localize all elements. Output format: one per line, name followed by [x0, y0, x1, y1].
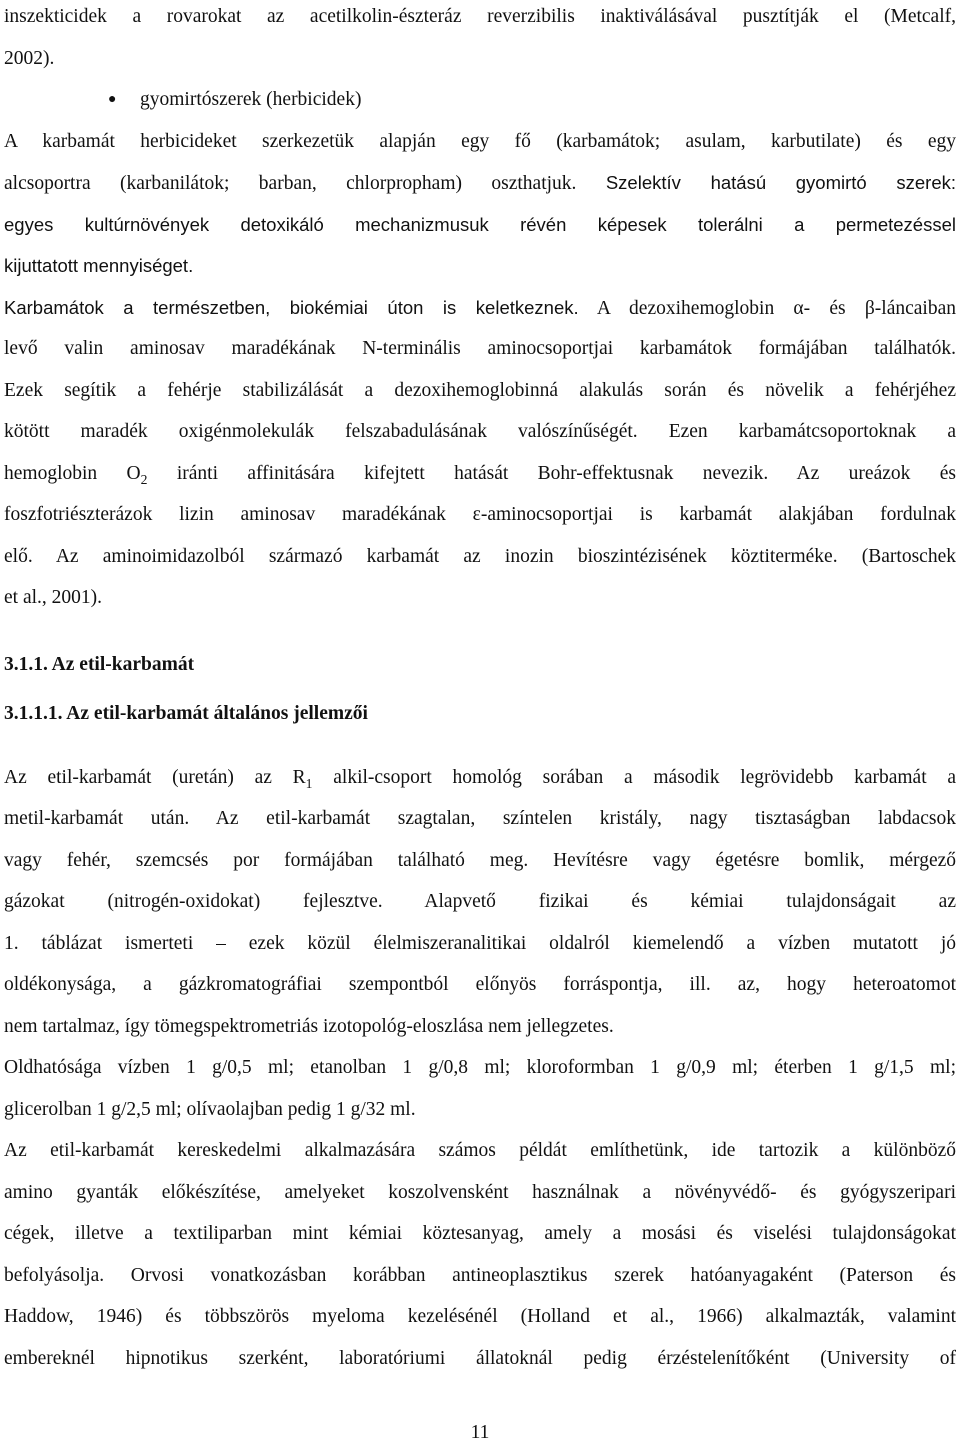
- text-line: [4, 964, 956, 1006]
- text-line: [4, 1130, 956, 1172]
- heading-text: 3.1.1. Az etil-karbamát: [4, 653, 195, 675]
- text-line: [4, 162, 956, 204]
- text-span: 2002).: [4, 47, 55, 69]
- text-line: [4, 1255, 956, 1297]
- text-line: [4, 1338, 956, 1380]
- text-line: [4, 370, 956, 412]
- text-span: et al., 2001).: [4, 587, 103, 608]
- text-line: [4, 798, 956, 840]
- text-span: oldékonysága, a gázkromatográfiai szempontból előnyös forráspontja, ill. az, hogy heteroatomot: [4, 974, 956, 995]
- text-line: [4, 328, 956, 370]
- text-line: [4, 1172, 956, 1214]
- subscript: 1: [305, 775, 313, 791]
- text-line: [4, 204, 956, 246]
- text-line: [4, 0, 956, 38]
- text-span: Ezen karbamátcsoportoknak a: [668, 421, 956, 442]
- text-span: Az etil-karbamát szagtalan, színtelen kristály, nagy tisztaságban labdacsok: [215, 808, 956, 829]
- text-span: kötött maradék oxigénmolekulák felszabadulásának valószínűségét.: [4, 421, 638, 442]
- text-span: cégek, illetve a textiliparban mint kémiai köztesanyag, amely a mosási és viselési tulajdonságokat: [4, 1223, 956, 1244]
- text-line: [4, 453, 956, 495]
- text-line: [4, 494, 956, 536]
- text-span: inszekticidek a rovarokat az acetilkolin-észteráz reverzibilis inaktiválásával pusztítják el (Metcalf,: [4, 6, 956, 27]
- text-span: Haddow, 1946) és többszörös myeloma kezelésénél (Holland et al., 1966) alkalmazták, valamint: [4, 1306, 956, 1327]
- text-span: glicerolban 1 g/2,5 ml; olívaolajban pedig 1 g/32 ml.: [4, 1098, 416, 1120]
- bullet-list-item: [4, 79, 956, 121]
- text-span: Szelektív hatású gyomirtó szerek:: [605, 172, 956, 193]
- text-line: [4, 245, 956, 287]
- page-number: 11: [470, 1422, 490, 1443]
- text-line: [4, 121, 956, 163]
- heading-text: 3.1.1.1. Az etil-karbamát általános jellemzői: [4, 703, 368, 724]
- text-line: [4, 1047, 956, 1089]
- text-span: iránti affinitására kifejtett hatását Bohr-effektusnak nevezik. Az ureázok és: [176, 462, 956, 484]
- text-line: [4, 411, 956, 453]
- text-span: befolyásolja. Orvosi vonatkozásban korábban antineoplasztikus szerek hatóanyagaként (Paterson és: [4, 1264, 956, 1286]
- text-span: foszfotriészterázok lizin aminosav maradékának ε-aminocsoportjai is karbamát alakjában fordulnak: [4, 504, 956, 525]
- text-span: A dezoxihemoglobin α- és β-láncaiban: [596, 297, 956, 319]
- text-span: hemoglobin O: [4, 462, 141, 484]
- text-span: Karbamátok a természetben, biokémiai úton is keletkeznek.: [4, 296, 579, 318]
- text-line: [4, 923, 956, 965]
- text-line: [4, 1213, 956, 1255]
- text-span: Az etil-karbamát kereskedelmi alkalmazására számos példát említhetünk, ide tartozik a különböző: [4, 1140, 956, 1161]
- text-span: 1. táblázat ismerteti – ezek közül élelmiszeranalitikai oldalról kiemelendő a vízben mutatott jó: [4, 932, 956, 954]
- text-line: [4, 577, 956, 619]
- section-heading: [4, 644, 956, 686]
- text-line: [4, 1089, 956, 1131]
- text-span: vagy fehér, szemcsés por formájában található meg. Hevítésre vagy égetésre bomlik, mérgező: [4, 849, 956, 871]
- text-span: metil-karbamát után.: [4, 808, 190, 829]
- text-line: [4, 38, 956, 80]
- text-line: [4, 840, 956, 882]
- bullet-icon: ●: [108, 92, 117, 107]
- bullet-text: gyomirtószerek (herbicidek): [140, 89, 362, 110]
- subscript: 2: [140, 471, 148, 487]
- text-span: egyes kultúrnövények detoxikáló mechanizmusuk révén képesek tolerálni a permetezéssel: [4, 213, 956, 235]
- subsection-heading: [4, 693, 956, 735]
- text-span: Az etil-karbamát (uretán) az R: [4, 766, 306, 788]
- document-page: [4, 0, 956, 1379]
- text-span: kijuttatott mennyiséget.: [4, 255, 194, 276]
- text-line: [4, 287, 956, 329]
- text-span: gázokat (nitrogén-oxidokat) fejlesztve. Alapvető fizikai és kémiai tulajdonságait az: [4, 891, 956, 912]
- text-span: elő. Az aminoimidazolból származó karbamát az inozin bioszintézisének köztiterméke. (Bartoschek: [4, 545, 956, 567]
- text-line: [4, 757, 956, 799]
- text-line: [4, 881, 956, 923]
- text-span: nem tartalmaz, így tömegspektrometriás izotopológ-eloszlása nem jellegzetes.: [4, 1015, 614, 1037]
- text-span: embereknél hipnotikus szerként, laboratóriumi állatoknál pedig érzéstelenítőként (University of: [4, 1347, 956, 1369]
- text-span: Ezek segítik a fehérje stabilizálását a dezoxihemoglobinná alakulás során és növelik a fehérjéhez: [4, 379, 956, 401]
- text-line: [4, 536, 956, 578]
- text-span: alkil-csoport homológ sorában a második legrövidebb karbamát a: [333, 766, 956, 788]
- text-line: [4, 1006, 956, 1048]
- text-span: Oldhatósága vízben 1 g/0,5 ml; etanolban 1 g/0,8 ml; kloroformban 1 g/0,9 ml; éterben 1 g/1,5 ml;: [4, 1057, 956, 1078]
- text-span: alcsoportra (karbanilátok; barban, chlorpropham) oszthatjuk.: [4, 173, 577, 194]
- text-span: levő valin aminosav maradékának N-terminális aminocsoportjai karbamátok formájában találhatók.: [4, 338, 956, 359]
- text-span: amino gyanták előkészítése, amelyeket koszolvensként használnak a növényvédő- és gyógyszeripari: [4, 1181, 956, 1203]
- text-line: [4, 1296, 956, 1338]
- text-span: A karbamát herbicideket szerkezetük alapján egy fő (karbamátok; asulam, karbutilate) és egy: [4, 130, 956, 152]
